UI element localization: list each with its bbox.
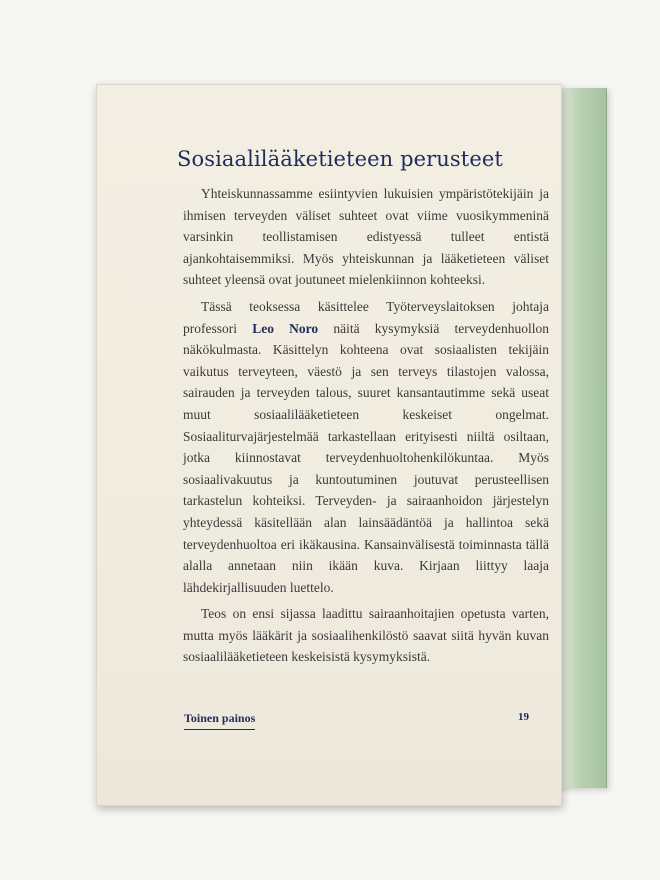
author-name: Leo Noro (252, 320, 319, 336)
blurb-paragraph-2-start: Tässä teoksessa käsittelee Työterveyslaitoksen johtaja professori (183, 298, 549, 336)
book-back-cover (96, 84, 562, 806)
book-title: Sosiaalilääketieteen perusteet (177, 147, 503, 171)
blurb-paragraph-1: Yhteiskunnassamme esiintyvien lukuisien ympäristötekijäin ja ihmisen terveyden väliset suhteet ovat viime vuosikymmeninä varsinkin teollistamisen edistyessä tulleet entistä ajankohtaisemmiksi. Myös yhteiskunnan ja lääketieteen väliset suhteet yleensä ovat joutuneet mielenkiinnon kohteeksi. (183, 186, 549, 288)
blurb-paragraph-2-end: näitä kysymyksiä terveydenhuollon näkökulmasta. Käsittelyn kohteena ovat sosiaalisten tekijäin vaikutus terveyteen, väestö ja sen terveys tilastojen valossa, sairauden ja terveyden talous, suuret kansantautimme sekä useat muut sosiaalilääketieteen keskeiset ongelmat. Sosiaaliturvajärjestelmää tarkastellaan erityisesti niiltä osiltaan, jotka kiinnostavat terveydenhuoltohenkilökuntaa. Myös sosiaalivakuutus ja kuntoutuminen joutuvat perusteellisen tarkastelun kohteiksi. Terveyden- ja sairaanhoidon järjestelyn yhteydessä käsitellään alan lainsäädäntöä ja hallintoa sekä terveydenhuoltoa eri ikäkausina. Kansainvälisestä toiminnasta tällä alalla annetaan niin ikään kuva. Kirjaan liittyy laaja lähdekirjallisuuden luettelo. (183, 320, 549, 595)
blurb-paragraph-3: Teos on ensi sijassa laadittu sairaanhoitajien opetusta varten, mutta myös lääkärit ja sosiaalihenkilöstö saavat siitä hyvän kuvan sosiaalilääketieteen keskeisistä kysymyksistä. (183, 606, 549, 665)
blurb-paragraph-2 (183, 296, 549, 598)
price-code: 19 (518, 711, 529, 723)
edition-label: Toinen painos (184, 711, 255, 730)
blurb-text (183, 183, 549, 673)
